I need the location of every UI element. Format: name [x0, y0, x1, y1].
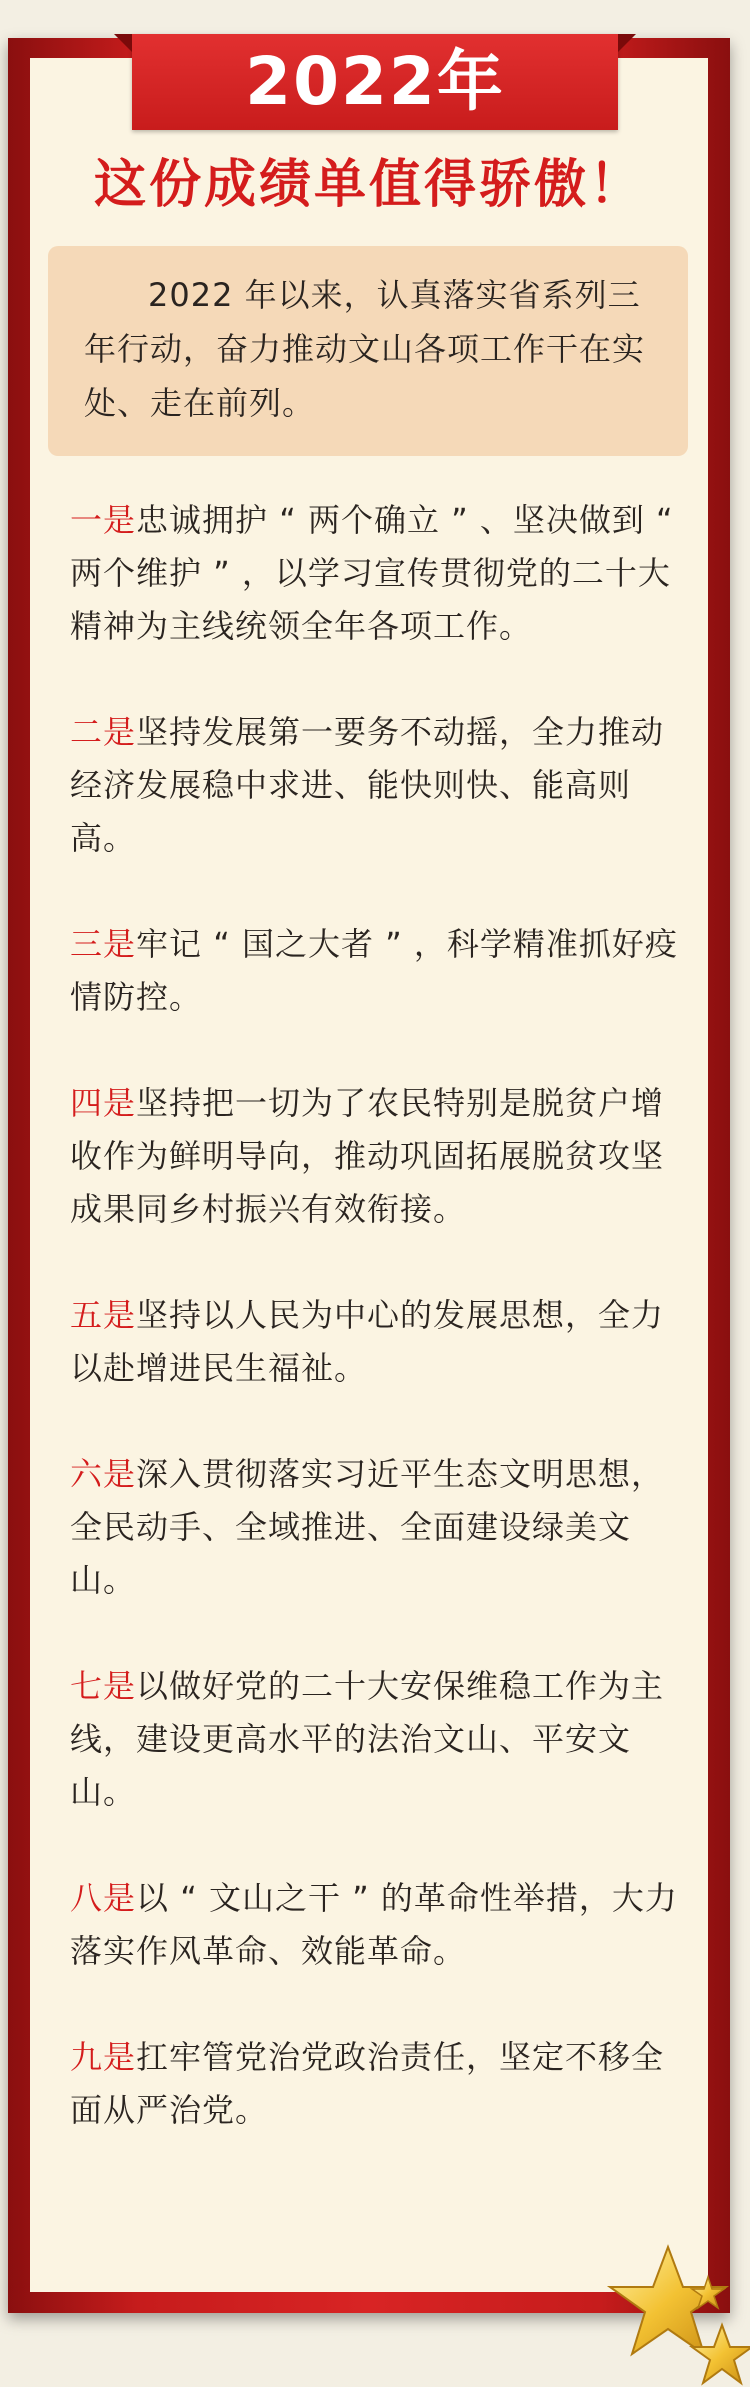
list-item: [70, 706, 680, 865]
item-lead: 三是: [70, 925, 137, 963]
item-lead: 五是: [70, 1296, 137, 1334]
gold-star-icon: [600, 2237, 750, 2387]
item-lead: 九是: [70, 2038, 137, 2076]
item-text: 坚持把一切为了农民特别是脱贫户增收作为鲜明导向，推动巩固拓展脱贫攻坚成果同乡村振兴有效衔接。: [70, 1084, 665, 1228]
intro-box: 2022 年以来，认真落实省系列三年行动，奋力推动文山各项工作干在实处、走在前列。: [48, 246, 688, 456]
list-item: [70, 2031, 680, 2137]
item-text: 坚持发展第一要务不动摇，全力推动经济发展稳中求进、能快则快、能高则高。: [70, 713, 665, 857]
item-lead: 七是: [70, 1667, 137, 1705]
list-item: [70, 1289, 680, 1395]
item-lead: 八是: [70, 1879, 137, 1917]
item-text: 牢记 “ 国之大者 ” ，科学精准抓好疫情防控。: [70, 925, 678, 1016]
list-item: [70, 1448, 680, 1607]
list-item: [70, 918, 680, 1024]
star-shape: [692, 2325, 750, 2383]
list-item: [70, 1077, 680, 1236]
list-item: [70, 1872, 680, 1978]
item-text: 忠诚拥护 “ 两个确立 ” 、坚决做到 “ 两个维护 ” ，以学习宣传贯彻党的二十大精神为主线统领全年各项工作。: [70, 501, 674, 645]
item-text: 以做好党的二十大安保维稳工作为主线，建设更高水平的法治文山、平安文山。: [70, 1667, 665, 1811]
year-title: 2022年: [245, 43, 505, 120]
list-item: [70, 1660, 680, 1819]
item-text: 坚持以人民为中心的发展思想，全力以赴增进民生福祉。: [70, 1296, 665, 1387]
list-item: [70, 494, 680, 653]
subtitle: 这份成绩单值得骄傲！: [93, 155, 644, 215]
achievements-list: [70, 494, 680, 2190]
title-banner: [132, 34, 618, 130]
item-lead: 六是: [70, 1455, 137, 1493]
item-text: 深入贯彻落实习近平生态文明思想，全民动手、全域推进、全面建设绿美文山。: [70, 1455, 665, 1599]
item-lead: 四是: [70, 1084, 137, 1122]
item-lead: 一是: [70, 501, 137, 539]
item-lead: 二是: [70, 713, 137, 751]
item-text: 扛牢管党治党政治责任，坚定不移全面从严治党。: [70, 2038, 665, 2129]
item-text: 以 “ 文山之干 ” 的革命性举措，大力落实作风革命、效能革命。: [70, 1879, 678, 1970]
